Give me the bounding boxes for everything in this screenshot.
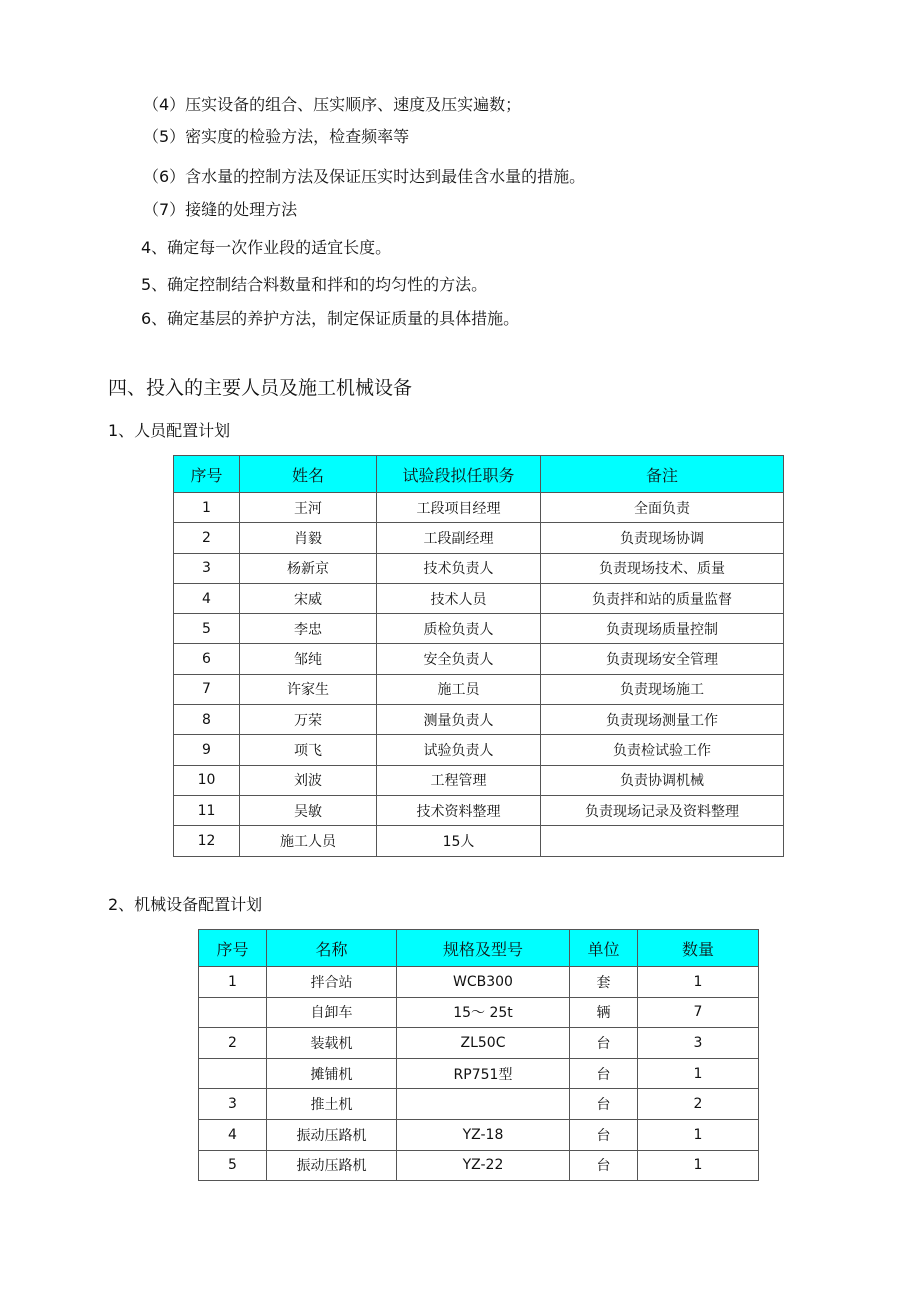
subheading-equipment-plan: 2、机械设备配置计划 xyxy=(108,895,263,914)
staff-cell-role: 15人 xyxy=(377,826,541,856)
equipment-cell-name: 拌合站 xyxy=(267,967,397,998)
subheading-staff-plan: 1、人员配置计划 xyxy=(108,421,231,440)
staff-cell-index: 4 xyxy=(174,583,240,613)
table-row xyxy=(199,997,759,1028)
paragraph-item-4: （4）压实设备的组合、压实顺序、速度及压实遍数； xyxy=(143,95,522,114)
paragraph-item-7: （7）接缝的处理方法 xyxy=(143,200,298,219)
equipment-cell-index: 1 xyxy=(199,967,267,998)
equipment-cell-quantity: 2 xyxy=(638,1089,759,1120)
staff-cell-role: 工段副经理 xyxy=(377,523,541,553)
staff-cell-name: 王河 xyxy=(240,493,377,523)
staff-cell-remark xyxy=(541,826,784,856)
staff-header-role: 试验段拟任职务 xyxy=(377,456,541,493)
equipment-cell-index: 4 xyxy=(199,1119,267,1150)
equipment-cell-name: 装载机 xyxy=(267,1028,397,1059)
table-row xyxy=(174,523,784,553)
equipment-cell-name: 振动压路机 xyxy=(267,1119,397,1150)
equipment-cell-unit: 台 xyxy=(570,1150,638,1181)
equipment-cell-unit: 辆 xyxy=(570,997,638,1028)
equipment-header-model: 规格及型号 xyxy=(397,930,570,967)
table-row xyxy=(174,795,784,825)
staff-cell-index: 6 xyxy=(174,644,240,674)
equipment-cell-quantity: 3 xyxy=(638,1028,759,1059)
paragraph-step-5: 5、确定控制结合料数量和拌和的均匀性的方法。 xyxy=(141,275,488,294)
staff-cell-role: 技术负责人 xyxy=(377,553,541,583)
table-row xyxy=(199,1058,759,1089)
staff-cell-name: 许家生 xyxy=(240,674,377,704)
staff-cell-name: 邹纯 xyxy=(240,644,377,674)
equipment-header-index: 序号 xyxy=(199,930,267,967)
equipment-cell-quantity: 1 xyxy=(638,1119,759,1150)
equipment-table-header-row xyxy=(199,930,759,967)
table-row xyxy=(174,493,784,523)
staff-table xyxy=(173,455,784,857)
staff-cell-role: 技术人员 xyxy=(377,583,541,613)
staff-cell-index: 5 xyxy=(174,614,240,644)
staff-cell-remark: 负责现场安全管理 xyxy=(541,644,784,674)
staff-cell-role: 质检负责人 xyxy=(377,614,541,644)
staff-cell-index: 9 xyxy=(174,735,240,765)
staff-cell-role: 安全负责人 xyxy=(377,644,541,674)
staff-cell-remark: 负责协调机械 xyxy=(541,765,784,795)
staff-cell-role: 施工员 xyxy=(377,674,541,704)
equipment-cell-name: 推土机 xyxy=(267,1089,397,1120)
staff-cell-remark: 负责现场协调 xyxy=(541,523,784,553)
equipment-cell-name: 自卸车 xyxy=(267,997,397,1028)
staff-header-name: 姓名 xyxy=(240,456,377,493)
staff-cell-remark: 负责现场记录及资料整理 xyxy=(541,795,784,825)
equipment-cell-unit: 台 xyxy=(570,1119,638,1150)
staff-cell-remark: 负责现场质量控制 xyxy=(541,614,784,644)
equipment-header-name: 名称 xyxy=(267,930,397,967)
staff-header-index: 序号 xyxy=(174,456,240,493)
paragraph-step-4: 4、确定每一次作业段的适宜长度。 xyxy=(141,238,392,257)
equipment-cell-model: YZ-22 xyxy=(397,1150,570,1181)
table-row xyxy=(174,674,784,704)
staff-header-remark: 备注 xyxy=(541,456,784,493)
staff-cell-name: 宋威 xyxy=(240,583,377,613)
paragraph-item-6: （6）含水量的控制方法及保证压实时达到最佳含水量的措施。 xyxy=(143,167,586,186)
equipment-cell-unit: 台 xyxy=(570,1058,638,1089)
equipment-cell-unit: 套 xyxy=(570,967,638,998)
equipment-cell-name: 摊铺机 xyxy=(267,1058,397,1089)
table-row xyxy=(174,553,784,583)
staff-cell-remark: 负责现场测量工作 xyxy=(541,705,784,735)
staff-cell-index: 3 xyxy=(174,553,240,583)
staff-cell-role: 工段项目经理 xyxy=(377,493,541,523)
equipment-cell-quantity: 7 xyxy=(638,997,759,1028)
table-row xyxy=(174,735,784,765)
staff-table-header-row xyxy=(174,456,784,493)
staff-cell-index: 10 xyxy=(174,765,240,795)
equipment-cell-model: 15～ 25t xyxy=(397,997,570,1028)
table-row xyxy=(174,644,784,674)
table-row xyxy=(199,1150,759,1181)
staff-cell-role: 工程管理 xyxy=(377,765,541,795)
staff-cell-remark: 负责检试验工作 xyxy=(541,735,784,765)
table-row xyxy=(199,1089,759,1120)
staff-cell-index: 11 xyxy=(174,795,240,825)
staff-cell-index: 12 xyxy=(174,826,240,856)
staff-cell-index: 2 xyxy=(174,523,240,553)
staff-cell-role: 试验负责人 xyxy=(377,735,541,765)
equipment-cell-index: 3 xyxy=(199,1089,267,1120)
staff-cell-remark: 负责拌和站的质量监督 xyxy=(541,583,784,613)
equipment-header-quantity: 数量 xyxy=(638,930,759,967)
equipment-cell-model: ZL50C xyxy=(397,1028,570,1059)
staff-cell-remark: 负责现场技术、质量 xyxy=(541,553,784,583)
section-heading: 四、投入的主要人员及施工机械设备 xyxy=(108,377,413,399)
staff-cell-name: 肖毅 xyxy=(240,523,377,553)
table-row xyxy=(174,705,784,735)
staff-cell-name: 李忠 xyxy=(240,614,377,644)
equipment-cell-model: YZ-18 xyxy=(397,1119,570,1150)
equipment-cell-index: 2 xyxy=(199,1028,267,1059)
paragraph-step-6: 6、确定基层的养护方法，制定保证质量的具体措施。 xyxy=(141,309,520,328)
table-row xyxy=(174,614,784,644)
table-row xyxy=(199,967,759,998)
staff-cell-name: 项飞 xyxy=(240,735,377,765)
staff-cell-index: 7 xyxy=(174,674,240,704)
equipment-cell-quantity: 1 xyxy=(638,967,759,998)
staff-cell-name: 杨新京 xyxy=(240,553,377,583)
equipment-cell-model: WCB300 xyxy=(397,967,570,998)
paragraph-item-5: （5）密实度的检验方法，检查频率等 xyxy=(143,127,410,146)
table-row xyxy=(174,765,784,795)
equipment-cell-name: 振动压路机 xyxy=(267,1150,397,1181)
equipment-cell-model xyxy=(397,1089,570,1120)
equipment-cell-index: 5 xyxy=(199,1150,267,1181)
table-row xyxy=(174,826,784,856)
equipment-table xyxy=(198,929,759,1181)
staff-cell-index: 8 xyxy=(174,705,240,735)
table-row xyxy=(174,583,784,613)
staff-cell-remark: 负责现场施工 xyxy=(541,674,784,704)
equipment-cell-index xyxy=(199,1058,267,1089)
equipment-cell-model: RP751型 xyxy=(397,1058,570,1089)
table-row xyxy=(199,1119,759,1150)
table-row xyxy=(199,1028,759,1059)
equipment-cell-index xyxy=(199,997,267,1028)
staff-cell-role: 技术资料整理 xyxy=(377,795,541,825)
equipment-header-unit: 单位 xyxy=(570,930,638,967)
equipment-cell-unit: 台 xyxy=(570,1089,638,1120)
equipment-cell-quantity: 1 xyxy=(638,1058,759,1089)
staff-cell-index: 1 xyxy=(174,493,240,523)
staff-cell-name: 吴敏 xyxy=(240,795,377,825)
staff-cell-role: 测量负责人 xyxy=(377,705,541,735)
staff-cell-name: 刘波 xyxy=(240,765,377,795)
staff-cell-remark: 全面负责 xyxy=(541,493,784,523)
staff-cell-name: 施工人员 xyxy=(240,826,377,856)
equipment-cell-quantity: 1 xyxy=(638,1150,759,1181)
equipment-cell-unit: 台 xyxy=(570,1028,638,1059)
staff-cell-name: 万荣 xyxy=(240,705,377,735)
